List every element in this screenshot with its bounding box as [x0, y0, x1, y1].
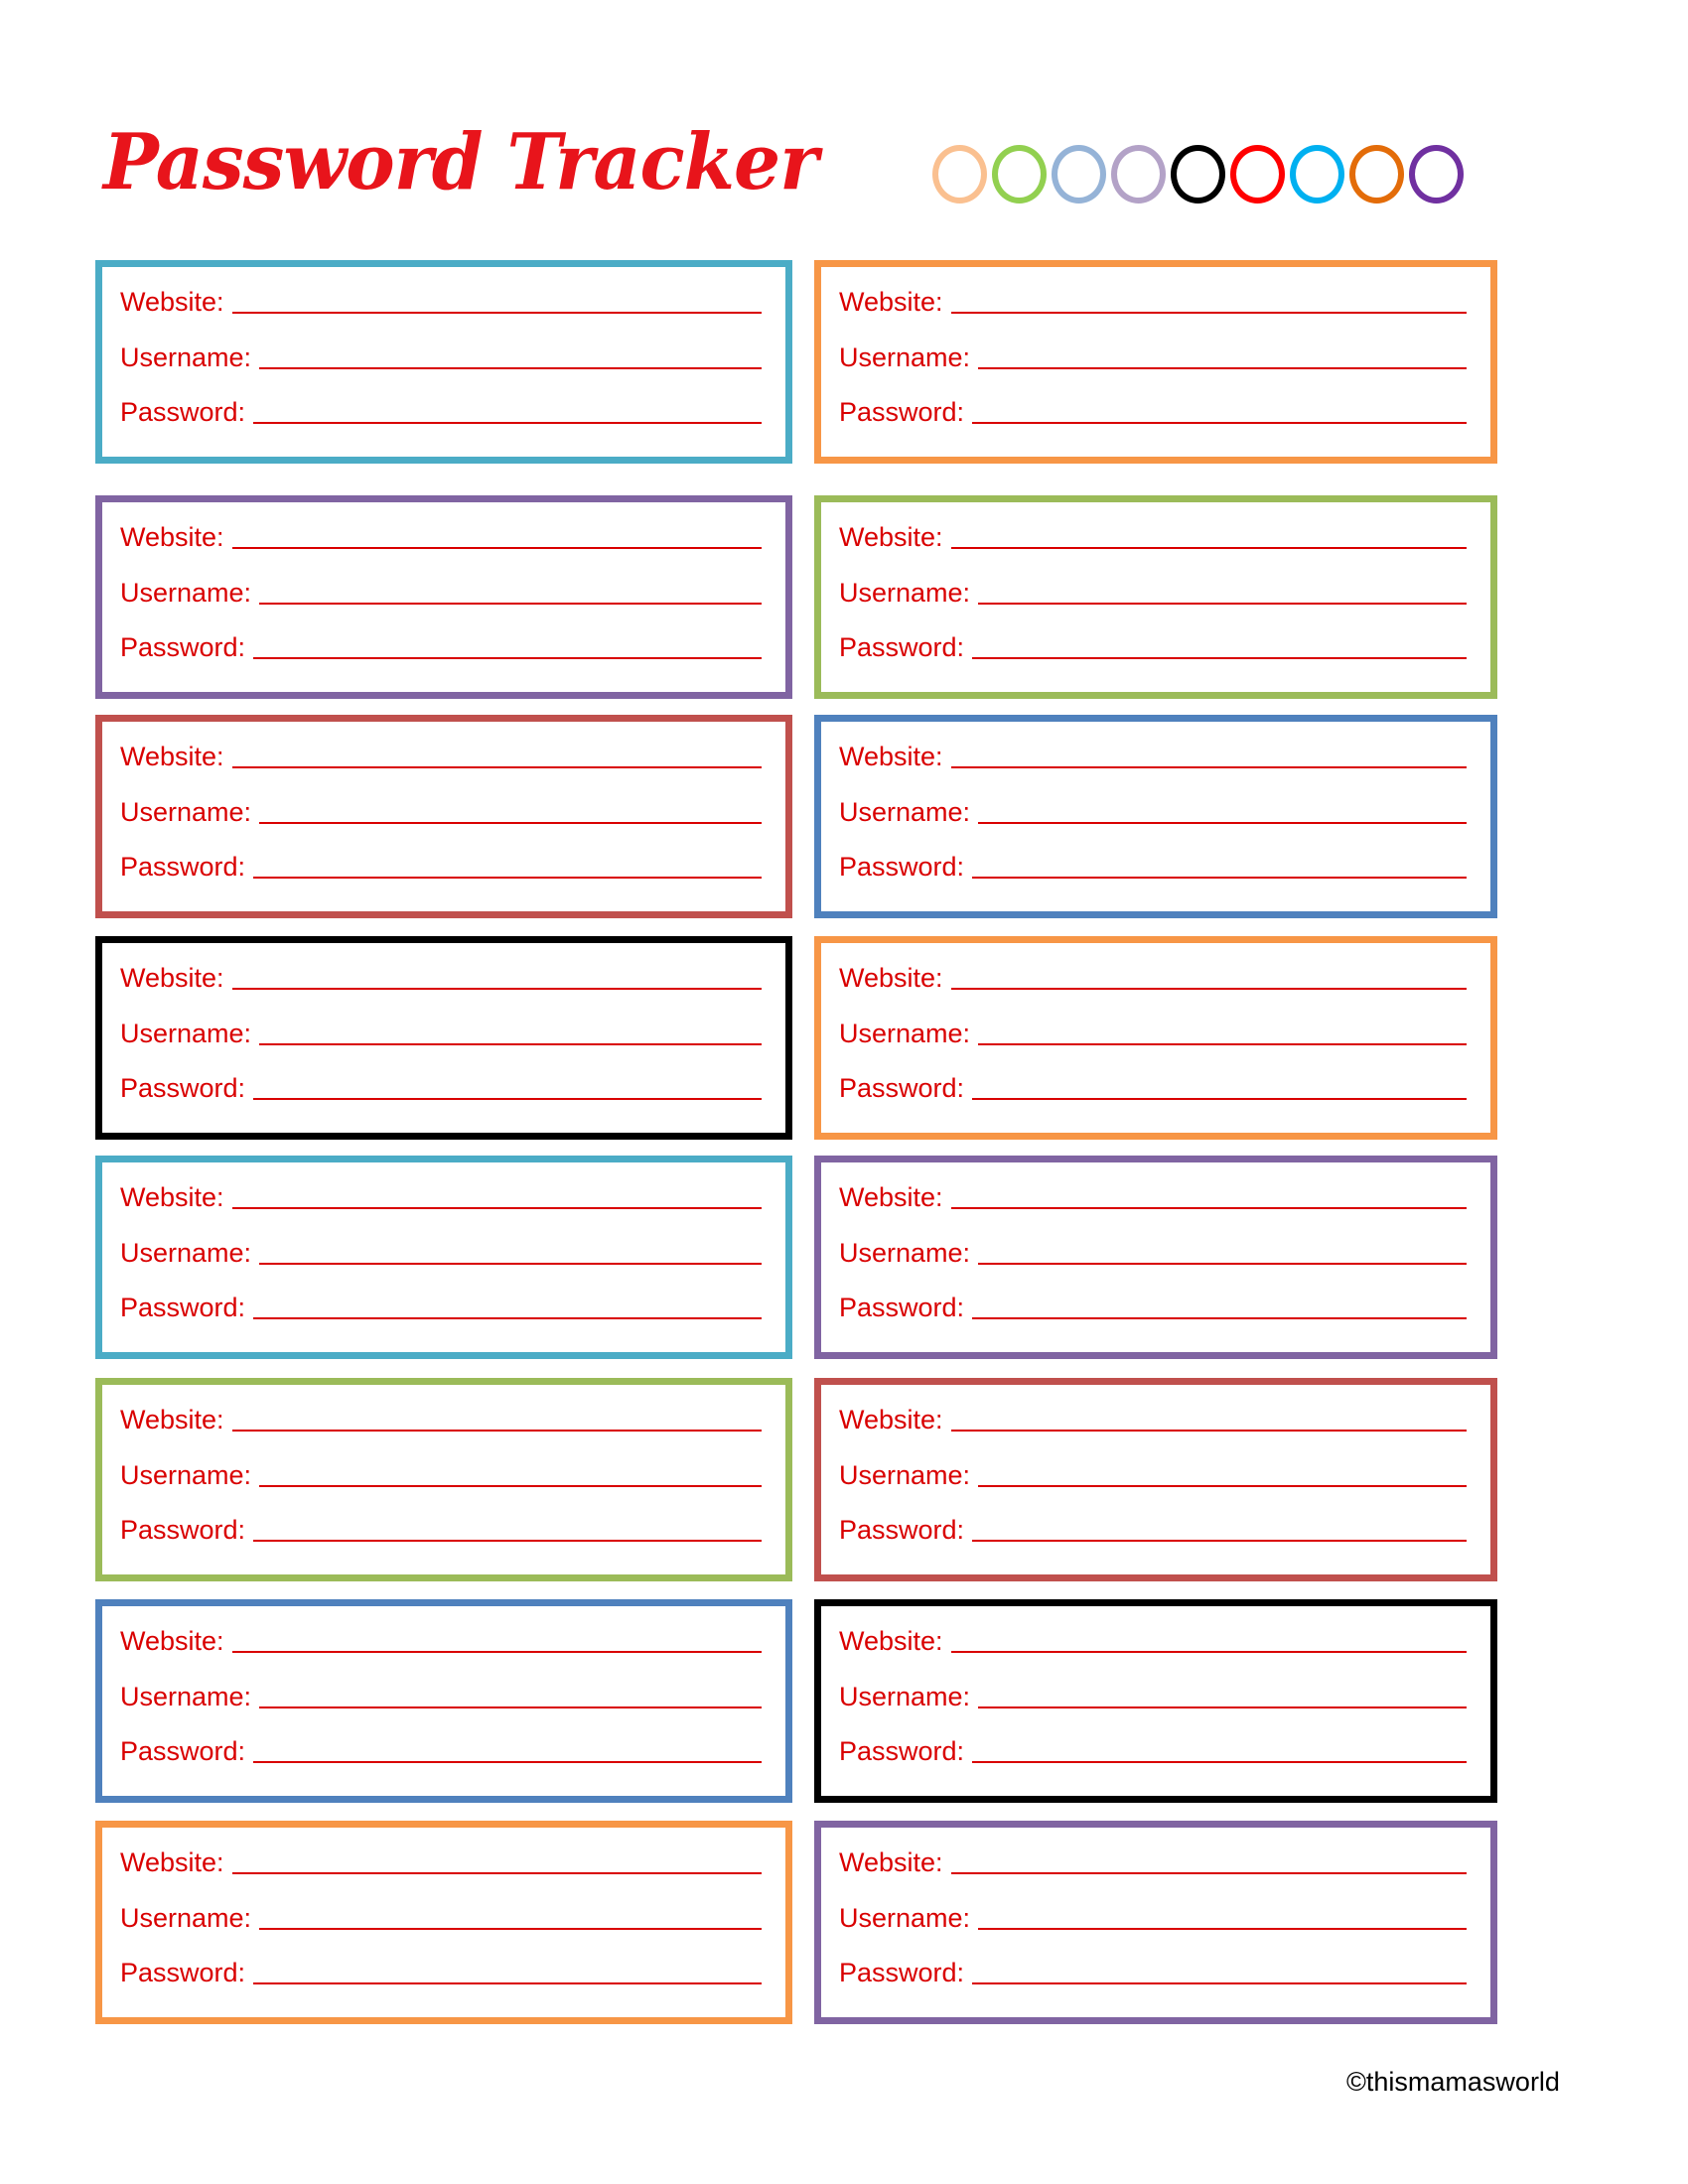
password-field[interactable]: [972, 1982, 1467, 1984]
website-label: Website:: [120, 963, 224, 993]
website-field[interactable]: [232, 1651, 762, 1653]
password-entry-card: [95, 1821, 792, 2024]
password-entry-card: [95, 1599, 792, 1803]
website-row: [839, 1622, 1467, 1656]
password-label: Password:: [839, 1736, 965, 1766]
password-label: Password:: [120, 852, 246, 882]
website-field[interactable]: [951, 312, 1467, 314]
username-row: [839, 574, 1467, 608]
username-label: Username:: [839, 1238, 971, 1268]
color-circle-icon: [1171, 145, 1225, 204]
username-field[interactable]: [259, 1928, 762, 1930]
website-field[interactable]: [232, 547, 762, 549]
username-label: Username:: [839, 1682, 971, 1711]
username-field[interactable]: [978, 1263, 1467, 1265]
username-label: Username:: [120, 342, 252, 372]
color-circle-icon: [932, 145, 987, 204]
password-label: Password:: [120, 1958, 246, 1987]
website-field[interactable]: [951, 1872, 1467, 1874]
website-label: Website:: [120, 742, 224, 771]
password-row: [120, 1069, 762, 1103]
username-field[interactable]: [259, 1485, 762, 1487]
password-label: Password:: [120, 1736, 246, 1766]
password-row: [120, 1289, 762, 1322]
color-circle-icon: [992, 145, 1047, 204]
website-field[interactable]: [232, 312, 762, 314]
username-row: [839, 793, 1467, 827]
password-field[interactable]: [253, 1982, 762, 1984]
website-field[interactable]: [951, 766, 1467, 768]
password-entry-card: [814, 1156, 1497, 1359]
password-entry-card: [814, 1599, 1497, 1803]
color-circle-icon: [1290, 145, 1344, 204]
website-field[interactable]: [951, 547, 1467, 549]
password-field[interactable]: [253, 1317, 762, 1319]
password-field[interactable]: [253, 422, 762, 424]
password-entry-card: [814, 495, 1497, 699]
password-entry-card: [814, 715, 1497, 918]
password-field[interactable]: [972, 422, 1467, 424]
website-label: Website:: [839, 742, 943, 771]
website-row: [120, 738, 762, 771]
color-circles: [932, 145, 1464, 204]
password-entry-card: [95, 936, 792, 1140]
username-label: Username:: [839, 578, 971, 608]
username-field[interactable]: [978, 1706, 1467, 1708]
website-label: Website:: [839, 1626, 943, 1656]
password-field[interactable]: [972, 1540, 1467, 1542]
website-row: [120, 1622, 762, 1656]
username-row: [839, 1234, 1467, 1268]
website-field[interactable]: [232, 1207, 762, 1209]
website-field[interactable]: [951, 988, 1467, 990]
website-field[interactable]: [951, 1430, 1467, 1432]
website-label: Website:: [120, 522, 224, 552]
password-row: [120, 1732, 762, 1766]
password-row: [839, 628, 1467, 662]
website-row: [120, 959, 762, 993]
username-row: [839, 1678, 1467, 1711]
password-label: Password:: [839, 1958, 965, 1987]
color-circle-icon: [1052, 145, 1106, 204]
password-entry-card: [95, 260, 792, 464]
website-row: [120, 283, 762, 317]
username-label: Username:: [839, 1903, 971, 1933]
password-field[interactable]: [253, 877, 762, 879]
website-row: [839, 738, 1467, 771]
copyright-footer: ©thismamasworld: [1346, 2067, 1560, 2097]
password-row: [839, 1511, 1467, 1545]
username-row: [839, 1015, 1467, 1048]
password-entry-card: [814, 1378, 1497, 1581]
username-label: Username:: [120, 797, 252, 827]
website-row: [839, 283, 1467, 317]
color-circle-icon: [1409, 145, 1464, 204]
password-row: [839, 393, 1467, 427]
password-label: Password:: [839, 852, 965, 882]
username-field[interactable]: [978, 367, 1467, 369]
password-row: [839, 1732, 1467, 1766]
username-field[interactable]: [259, 1263, 762, 1265]
website-field[interactable]: [951, 1207, 1467, 1209]
website-row: [120, 1178, 762, 1212]
username-row: [839, 339, 1467, 372]
username-label: Username:: [120, 1238, 252, 1268]
website-row: [120, 518, 762, 552]
website-row: [839, 959, 1467, 993]
password-row: [839, 848, 1467, 882]
password-label: Password:: [839, 1073, 965, 1103]
website-label: Website:: [839, 522, 943, 552]
password-row: [839, 1069, 1467, 1103]
username-field[interactable]: [978, 603, 1467, 605]
username-label: Username:: [120, 1682, 252, 1711]
password-row: [839, 1954, 1467, 1987]
password-label: Password:: [120, 1073, 246, 1103]
page-title: Password Tracker: [103, 117, 818, 207]
website-label: Website:: [120, 1847, 224, 1877]
website-label: Website:: [839, 1847, 943, 1877]
username-label: Username:: [120, 1903, 252, 1933]
password-field[interactable]: [972, 1098, 1467, 1100]
password-field[interactable]: [972, 1761, 1467, 1763]
website-label: Website:: [120, 287, 224, 317]
password-row: [120, 1954, 762, 1987]
password-label: Password:: [120, 1293, 246, 1322]
username-row: [120, 793, 762, 827]
website-row: [839, 518, 1467, 552]
website-field[interactable]: [232, 988, 762, 990]
password-entry-card: [95, 715, 792, 918]
username-field[interactable]: [259, 1706, 762, 1708]
username-row: [120, 1678, 762, 1711]
password-row: [120, 628, 762, 662]
username-field[interactable]: [978, 1043, 1467, 1045]
username-row: [839, 1899, 1467, 1933]
username-row: [839, 1456, 1467, 1490]
website-label: Website:: [120, 1626, 224, 1656]
password-field[interactable]: [972, 1317, 1467, 1319]
password-label: Password:: [120, 397, 246, 427]
username-label: Username:: [839, 1019, 971, 1048]
username-row: [120, 1456, 762, 1490]
password-entry-card: [95, 1156, 792, 1359]
website-row: [839, 1178, 1467, 1212]
username-label: Username:: [839, 1460, 971, 1490]
website-field[interactable]: [232, 766, 762, 768]
password-label: Password:: [120, 632, 246, 662]
password-field[interactable]: [253, 1098, 762, 1100]
password-field[interactable]: [253, 1761, 762, 1763]
website-row: [839, 1401, 1467, 1434]
username-label: Username:: [120, 1460, 252, 1490]
website-label: Website:: [839, 1405, 943, 1434]
website-row: [839, 1843, 1467, 1877]
website-field[interactable]: [232, 1872, 762, 1874]
website-label: Website:: [839, 287, 943, 317]
password-label: Password:: [839, 1293, 965, 1322]
username-field[interactable]: [259, 1043, 762, 1045]
username-row: [120, 1234, 762, 1268]
password-field[interactable]: [253, 657, 762, 659]
password-field[interactable]: [972, 657, 1467, 659]
password-field[interactable]: [972, 877, 1467, 879]
username-label: Username:: [120, 578, 252, 608]
website-label: Website:: [839, 1182, 943, 1212]
username-field[interactable]: [259, 603, 762, 605]
password-label: Password:: [120, 1515, 246, 1545]
color-circle-icon: [1111, 145, 1166, 204]
password-label: Password:: [839, 397, 965, 427]
username-label: Username:: [839, 342, 971, 372]
website-row: [120, 1843, 762, 1877]
username-row: [120, 574, 762, 608]
username-field[interactable]: [259, 822, 762, 824]
website-label: Website:: [839, 963, 943, 993]
password-row: [120, 848, 762, 882]
password-row: [839, 1289, 1467, 1322]
username-row: [120, 1015, 762, 1048]
username-field[interactable]: [259, 367, 762, 369]
password-row: [120, 1511, 762, 1545]
website-label: Website:: [120, 1182, 224, 1212]
password-label: Password:: [839, 632, 965, 662]
password-entry-card: [814, 1821, 1497, 2024]
website-row: [120, 1401, 762, 1434]
username-field[interactable]: [978, 1485, 1467, 1487]
username-label: Username:: [839, 797, 971, 827]
username-field[interactable]: [978, 822, 1467, 824]
password-entry-card: [814, 260, 1497, 464]
password-entry-card: [95, 495, 792, 699]
username-row: [120, 1899, 762, 1933]
color-circle-icon: [1349, 145, 1404, 204]
color-circle-icon: [1230, 145, 1285, 204]
website-field[interactable]: [232, 1430, 762, 1432]
website-field[interactable]: [951, 1651, 1467, 1653]
password-entry-card: [95, 1378, 792, 1581]
username-label: Username:: [120, 1019, 252, 1048]
username-row: [120, 339, 762, 372]
password-entry-card: [814, 936, 1497, 1140]
password-field[interactable]: [253, 1540, 762, 1542]
password-row: [120, 393, 762, 427]
username-field[interactable]: [978, 1928, 1467, 1930]
password-label: Password:: [839, 1515, 965, 1545]
website-label: Website:: [120, 1405, 224, 1434]
